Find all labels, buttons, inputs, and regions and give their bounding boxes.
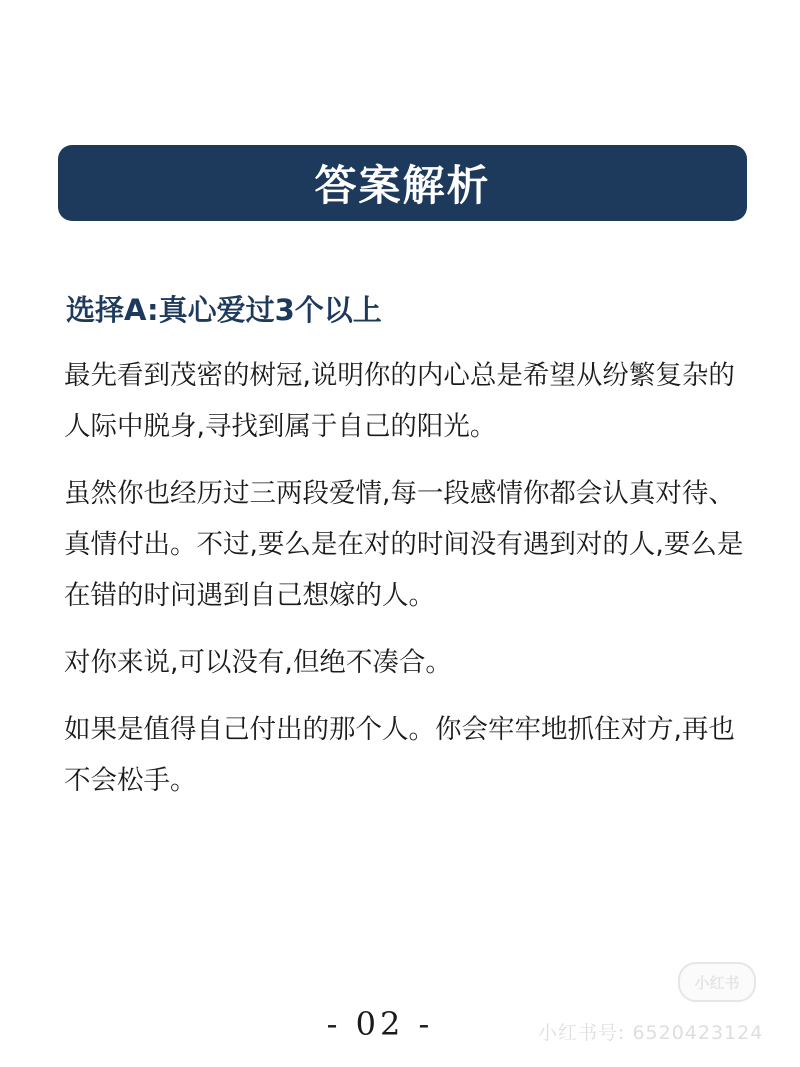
paragraph: 对你来说,可以没有,但绝不凑合。 [64,647,452,678]
paragraph: 最先看到茂密的树冠,说明你的内心总是希望从纷繁复杂的人际中脱身,寻找到属于自己的阳光。 [64,360,735,442]
watermark-id: 小红书号: 6520423124 [538,1022,764,1044]
paragraph: 如果是值得自己付出的那个人。你会牢牢地抓住对方,再也不会松手。 [64,714,735,796]
answer-body [64,350,754,822]
page-title: 答案解析 [314,161,491,210]
page-number: - 02 - [326,1005,434,1043]
watermark-logo: 小红书 [678,962,756,1002]
paragraph: 虽然你也经历过三两段爱情,每一段感情你都会认真对待、真情付出。不过,要么是在对的时间没有遇到对的人,要么是在错的时问遇到自己想嫁的人。 [64,478,744,611]
title-banner [58,145,747,221]
answer-heading: 选择A:真心爱过3个以上 [66,293,382,327]
